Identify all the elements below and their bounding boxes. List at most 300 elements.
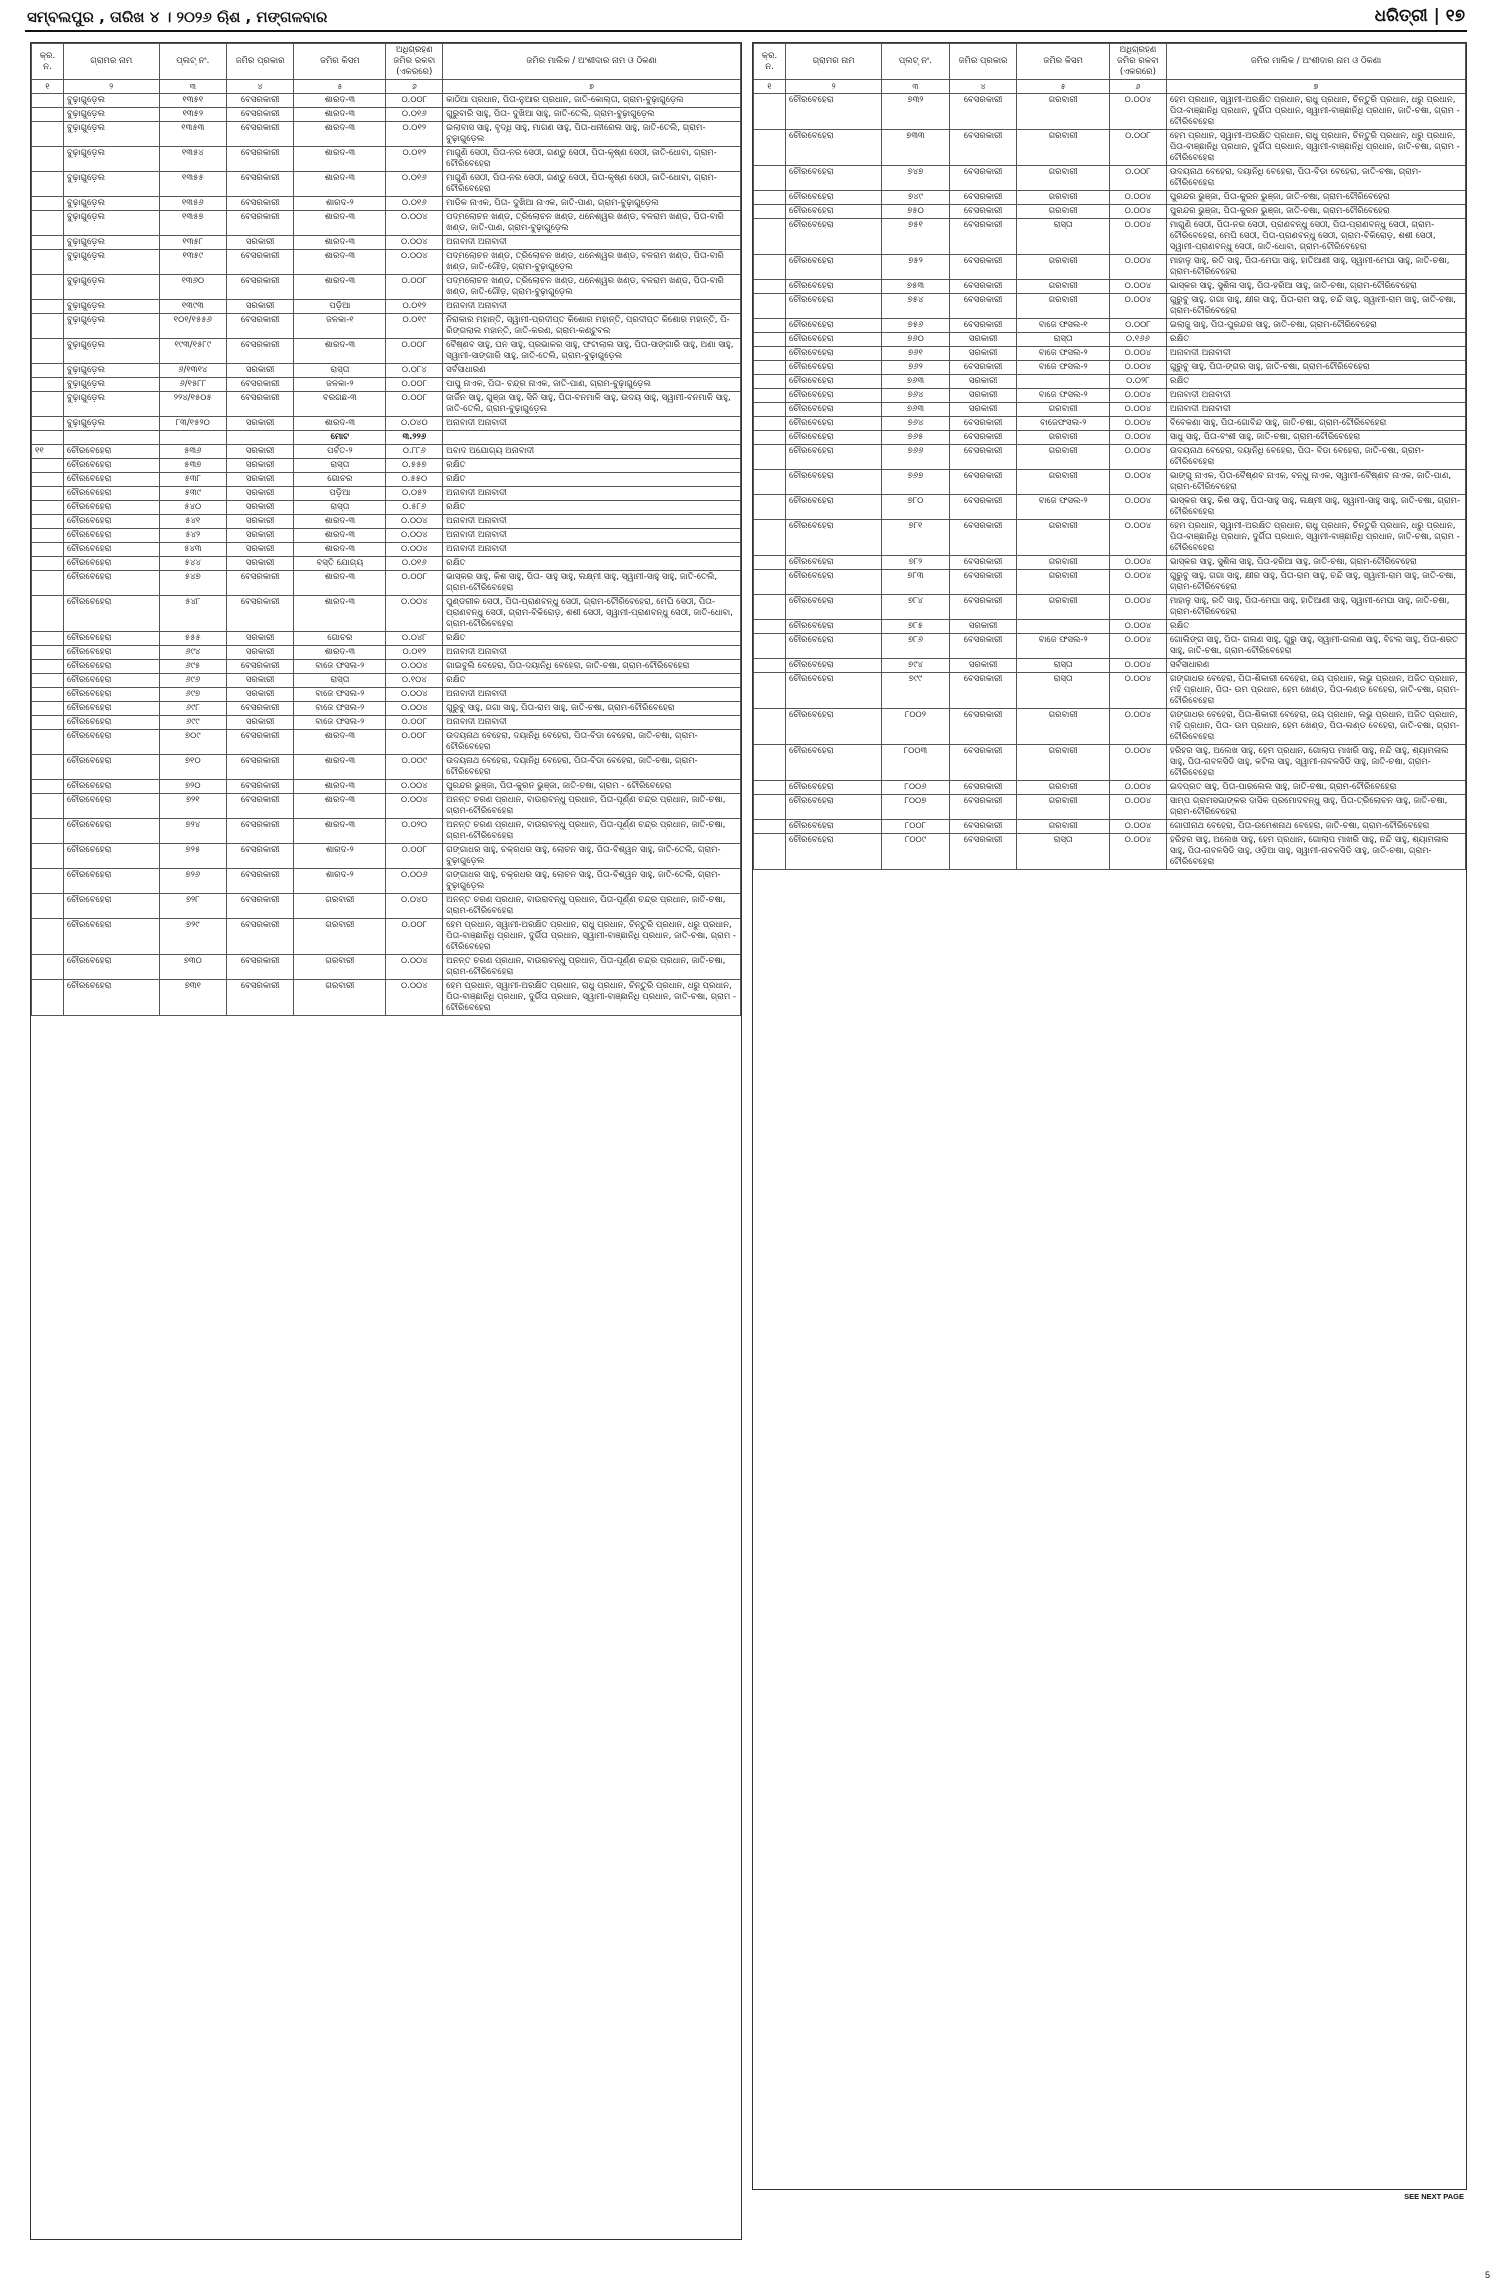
column-number: ୬: [386, 80, 443, 94]
cell-village: ବୁଢ଼ାଗୁଡ଼େଲ: [63, 122, 159, 147]
cell-sl: [32, 674, 64, 688]
table-row: [32, 501, 741, 515]
cell-plot-no: ୫୩୯: [159, 487, 226, 501]
cell-plot-no: ୫୪୨: [159, 529, 226, 543]
table-row: [32, 716, 741, 730]
cell-plot-no: ୮୦୦୩: [882, 745, 950, 781]
cell-land-type: ବେସରକାରୀ: [949, 94, 1017, 130]
cell-land-type: ବେସରକାରୀ: [949, 166, 1017, 191]
cell-land-type: ବେସରକାରୀ: [226, 94, 293, 108]
cell-village: ଚୌରବେହେରା: [786, 205, 882, 219]
cell-area: ୦.୦୦୮: [386, 919, 443, 955]
cell-land-class: ଗରବାରୀ: [1017, 294, 1110, 319]
cell-village: ଚୌରବେହେରା: [786, 94, 882, 130]
cell-land-type: ବେସରକାରୀ: [949, 417, 1017, 431]
cell-land-type: ବେସରକାରୀ: [949, 634, 1017, 659]
cell-owner: ପଦ୍ମଲୋଚନ ଖଣ୍ଡ, ତ୍ରିଲୋଚନ ଖଣ୍ଡ, ଧନେଶ୍ୱର ଖଣ୍ଡ, ବଳରାମ ଖଣ୍ଡ, ପିତା-ବାରି ଖଣ୍ଡ, ଜାତି-ଗୌଡ଼, ଗ୍ରାମ-ବୁଢ଼ାଗୁଡ଼େଲ: [443, 250, 741, 275]
cell-land-class: ଶାରଦ-୩: [294, 755, 386, 780]
cell-owner: ରକ୍ଷିତ: [1166, 375, 1465, 389]
cell-sl: [754, 659, 786, 673]
cell-sl: [32, 515, 64, 529]
cell-owner: ପାପୁ ନାଏକ, ପିତା- ଚନ୍ଦ୍ର ନାଏକ, ଜାତି-ପାଣ, ଗ୍ରାମ-ବୁଢ଼ାଗୁଡ଼େଲ: [443, 378, 741, 392]
cell-owner: ଅନାବାଦୀ ଅନାବାଦୀ: [1166, 347, 1465, 361]
cell-village: ଚୌରବେହେରା: [786, 556, 882, 570]
column-number: ୪: [949, 80, 1017, 94]
cell-sl: [32, 646, 64, 660]
table-row: [754, 634, 1466, 659]
cell-village: ଚୌରବେହେରା: [786, 130, 882, 166]
cell-plot-no: ୧୩୫୧: [159, 94, 226, 108]
cell-land-type: ସରକାରୀ: [949, 347, 1017, 361]
cell-area: ୦.୦୦୯: [386, 755, 443, 780]
cell-area: ୦.୦୦୪: [1109, 403, 1166, 417]
cell-plot-no: ୭୮୨: [882, 556, 950, 570]
cell-land-type: ସରକାରୀ: [226, 557, 293, 571]
page-header: [25, 6, 1467, 30]
cell-sl: ୧୧: [32, 445, 64, 459]
col-header-plot: ପ୍ଲଟ୍ ନଂ.: [159, 44, 226, 80]
cell-village: ଚୌରବେହେରା: [786, 319, 882, 333]
cell-area: ୦.୦୦୪: [1109, 205, 1166, 219]
cell-land-type: ବେସରକାରୀ: [226, 780, 293, 794]
table-row: [754, 495, 1466, 520]
column-number-row: [32, 80, 741, 94]
cell-land-class: ଶାରଦ-୩: [294, 819, 386, 844]
cell-sl: [754, 205, 786, 219]
col-header-village: ଗ୍ରାମର ନାମ: [63, 44, 159, 80]
table-row: [32, 197, 741, 211]
table-row: [32, 646, 741, 660]
cell-land-type: ବେସରକାରୀ: [226, 571, 293, 596]
cell-land-type: ସରକାରୀ: [226, 674, 293, 688]
cell-land-class: ରାସ୍ତା: [294, 364, 386, 378]
cell-area: ୦.୦୦୪: [1109, 795, 1166, 820]
cell-land-type: ବେସରକାରୀ: [949, 219, 1017, 255]
cell-area: ୦.୫୮୬: [386, 501, 443, 515]
cell-sl: [32, 702, 64, 716]
cell-land-class: ଗରବାରୀ: [1017, 166, 1110, 191]
cell-plot-no: ୭୬୬: [882, 445, 950, 470]
cell-land-class: ବାଜେ ଫସଲ-୨: [1017, 361, 1110, 375]
cell-plot-no: ୧୩୫୫: [159, 172, 226, 197]
cell-owner: ହରିହର ସାହୁ, ଅଲେଖ ସାହୁ, ହେମ ପ୍ରଧାନ, ଗୋଲାପ ମାଖରି ସାହୁ, ନନ୍ଦି ସାହୁ, ଶ୍ୟାମଳାଲ ସାହୁ, ପିତା-ନାବଳସିଡି ସାହୁ, ଓଡ଼ିଆ ସାହୁ, ସ୍ୱାମୀ-ନାବଳସିଡି ସାହୁ, ଜାତି-ଚଷା, ଗ୍ରାମ-ଟୌରିବେହେରା: [1166, 834, 1465, 870]
cell-land-class: ଗରବାରୀ: [294, 955, 386, 980]
cell-village: ଚୌରବେହେରା: [63, 794, 159, 819]
table-row: [32, 632, 741, 646]
cell-village: ଚୌରବେହେରା: [63, 844, 159, 869]
cell-plot-no: ୮୦୦୯: [882, 834, 950, 870]
table-row: [32, 275, 741, 300]
cell-owner: ଗଙ୍ଗାଧର ସାହୁ, ଚକ୍ରଧର ସାହୁ, ଲୋଚନ ସାହୁ, ପିତା-ବିଶ୍ୱନ ସାହୁ, ଜାତି-ତେଲି, ଗ୍ରାମ-ବୁଢ଼ାଗୁଡ଼େଲ: [443, 844, 741, 869]
cell-village: ବୁଢ଼ାଗୁଡ଼େଲ: [63, 94, 159, 108]
cell-land-class: ଗରବାରୀ: [1017, 520, 1110, 556]
cell-sl: [32, 147, 64, 172]
cell-owner: ପୁରନ୍ଦର ଭୁଞ୍ଜା, ପିତା-କୁରନ ଭୁଞ୍ଜା, ଜାତି-ଚଷା, ଗ୍ରାମ-ଟୌରିବେହେରା: [1166, 205, 1465, 219]
cell-owner: ଉଦୟନାଥ ବେହେରା, ଦୟାନିଧି ବେହେରା, ପିତା-ବିଡା ବେହେରା, ଜାତି-ଚଷା, ଗ୍ରାମ-ଟୌରିବେହେରା: [1166, 166, 1465, 191]
table-row: [754, 219, 1466, 255]
cell-land-type: ସରକାରୀ: [226, 236, 293, 250]
cell-village: ବୁଢ଼ାଗୁଡ଼େଲ: [63, 197, 159, 211]
cell-land-type: ବେସରକାରୀ: [949, 556, 1017, 570]
cell-sl: [32, 571, 64, 596]
cell-owner: ଅନାବାଦୀ ଅନାବାଦୀ: [443, 515, 741, 529]
cell-owner: ସର୍ବସାଧାରଣ: [1166, 659, 1465, 673]
cell-owner: ଗୋପୀନାଥ ବେହେରା, ପିତା-ଉମେଶନାଥ ବେହେରା, ଜାତି-ଚଷା, ଗ୍ରାମ-ଟୌରିବେହେରା: [1166, 820, 1465, 834]
table-row: [32, 445, 741, 459]
cell-owner: ଅନାବାଦୀ ଅନାବାଦୀ: [443, 487, 741, 501]
cell-area: ୦.୦୦୮: [386, 392, 443, 417]
cell-owner: ଉଦୟନାଥ ବେହେରା, ଦୟାନିଧି ବେହେରା, ପିତା-ବିଡା ବେହେରା, ଜାତି-ଚଷା, ଗ୍ରାମ-ଟୌରିବେହେରା: [443, 755, 741, 780]
cell-plot-no: ୧୩୫୮: [159, 236, 226, 250]
header-rule: [25, 30, 1467, 32]
cell-area: ୦.୦୧୯: [386, 314, 443, 339]
cell-owner: ଜାର୍ଜିନ ସାହୁ, ଗୁଞ୍ଜା ସାହୁ, ସିନି ସାହୁ, ପିତା-ବନମାଳି ସାହୁ, ଉଦୟ ସାହୁ, ସ୍ୱାମୀ-ବନମାଳି ସାହୁ, ଜାତି-ତେଲି, ଗ୍ରାମ-ବୁଢ଼ାଗୁଡ଼େଲ: [443, 392, 741, 417]
cell-owner: ନିରାକାର ମହାନ୍ତି, ସ୍ୱାମୀ-ପ୍ରଦୀପ୍ତ କିଶୋର ମହାନ୍ତି, ପ୍ରଦୀପ୍ତ କିଶୋର ମହାନ୍ତି, ପି-ରିଙ୍ଗଲାଲ ମହାନ୍ତି, ଜାତି-କରଣ, ଗ୍ରାମ-କଣ୍ଟୁବଲ: [443, 314, 741, 339]
col-header-area: ଅଧିଗ୍ରହଣ ଜମିର ରକବା (ଏକରରେ): [1109, 44, 1166, 80]
cell-area: ୦.୦୦୪: [1109, 431, 1166, 445]
cell-land-class: ଶାରଦ-୩: [294, 94, 386, 108]
cell-area: ୦.୦୦୪: [1109, 781, 1166, 795]
cell-sl: [754, 255, 786, 280]
table-row: [32, 94, 741, 108]
cell-plot-no: ୭୬୩: [882, 403, 950, 417]
cell-area: ୦.୧୦୪: [386, 674, 443, 688]
cell-village: ଚୌରବେହେରା: [786, 403, 882, 417]
cell-land-class: ଗରବାରୀ: [1017, 191, 1110, 205]
cell-land-class: ରାସ୍ତା: [1017, 673, 1110, 709]
cell-owner: ରକ୍ଷିତ: [443, 674, 741, 688]
cell-owner: ଅନାବାଦୀ ଅନାବାଦୀ: [443, 543, 741, 557]
cell-sl: [754, 94, 786, 130]
table-row: [32, 543, 741, 557]
column-number: ୧: [32, 80, 64, 94]
cell-sl: [32, 716, 64, 730]
cell-plot-no: ୭୫୦: [882, 205, 950, 219]
cell-sl: [32, 108, 64, 122]
cell-area: ୦.୦୦୮: [386, 339, 443, 364]
table-header-row: [32, 44, 741, 80]
cell-plot-no: ୭୮୧: [882, 520, 950, 556]
cell-owner: ପୁରନ୍ଦର ଭୁଞ୍ଜା, ପିତା-କୁରନ ଭୁଞ୍ଜା, ଜାତି-ଚଷା, ଗ୍ରାମ - ଟୌରିବେହେରା: [443, 780, 741, 794]
cell-village: ବୁଢ଼ାଗୁଡ଼େଲ: [63, 378, 159, 392]
cell-plot-no: ୮୦୦୮: [882, 820, 950, 834]
cell-sl: [754, 595, 786, 620]
cell-sl: [754, 219, 786, 255]
table-row: [32, 730, 741, 755]
cell-plot-no: ୭୨୯: [159, 919, 226, 955]
cell-land-class: ମୋଟ: [294, 431, 386, 445]
cell-land-class: ଗରବାରୀ: [1017, 595, 1110, 620]
cell-owner: ମାଗୁଣି ସେଠୀ, ପିତା-ନର ସେଠୀ, ଗଣ୍ଡୁ ସେଠୀ, ପିତା-କୃଷ୍ଣ ସେଠୀ, ଜାତି-ଧୋବା, ଗ୍ରାମ-ଟୌରିବେହେରା: [443, 147, 741, 172]
cell-owner: ହରିହର ସାହୁ, ଅଲେଖ ସାହୁ, ହେମ ପ୍ରଧାନ, ଗୋଲାପ ମାଖରି ସାହୁ, ନନ୍ଦି ସାହୁ, ଶ୍ୟାମଳାଲ ସାହୁ, ପିତା-ନାବଳସିଡି ସାହୁ, କଟିଲ ସାହୁ, ସ୍ୱାମୀ-ନାବଳସିଡି ସାହୁ, ଜାତି-ଚଷା, ଗ୍ରାମ-ଟୌରିବେହେରା: [1166, 745, 1465, 781]
cell-land-type: ସରକାରୀ: [226, 716, 293, 730]
cell-plot-no: ୬୯୬: [159, 674, 226, 688]
cell-plot-no: ୫୩୮: [159, 473, 226, 487]
cell-land-class: ଶାରଦ-୩: [294, 108, 386, 122]
cell-land-type: ବେସରକାରୀ: [226, 275, 293, 300]
table-row: [754, 403, 1466, 417]
cell-area: ୦.୦୦୪: [1109, 389, 1166, 403]
cell-area: ୦.୦୦୪: [1109, 820, 1166, 834]
cell-land-type: ସରକାରୀ: [949, 375, 1017, 389]
cell-village: ଚୌରବେହେରା: [786, 659, 882, 673]
cell-village: ଚୌରବେହେରା: [786, 795, 882, 820]
cell-plot-no: ୨୨୪/୧୫୦୫: [159, 392, 226, 417]
cell-area: ୦.୧୬୬: [1109, 333, 1166, 347]
cell-plot-no: ୭୮୦: [882, 495, 950, 520]
cell-land-type: ସରକାରୀ: [226, 688, 293, 702]
cell-land-type: ବେସରକାରୀ: [949, 191, 1017, 205]
cell-village: ଚୌରବେହେରା: [786, 709, 882, 745]
cell-land-type: ବେସରକାରୀ: [226, 919, 293, 955]
table-row: [32, 236, 741, 250]
cell-area: ୦.୦୨୦: [386, 819, 443, 844]
cell-land-class: ବାଜେ ଫସଲ-୨: [1017, 347, 1110, 361]
cell-plot-no: ୭୬୪: [882, 417, 950, 431]
cell-land-type: ବେସରକାରୀ: [949, 781, 1017, 795]
cell-land-type: ବେସରକାରୀ: [949, 834, 1017, 870]
left-land-table: [31, 43, 741, 1016]
table-row: [754, 333, 1466, 347]
cell-owner: ସାଧୁ ସାହୁ, ପିତା-ବଂଶୀ ସାହୁ, ଜାତି-ଚଷା, ଗ୍ରାମ-ଟୌରିବେହେରା: [1166, 431, 1465, 445]
cell-owner: ମାହାଳୁ ସାହୁ, ରତି ସାହୁ, ପିତା-ମେଘା ସାହୁ, ହାତିଆଣୀ ସାହୁ, ସ୍ୱାମୀ-ମେଘା ସାହୁ, ଜାତି-ଚଷା, ଗ୍ରାମ-ଟୌରିବେହେରା: [1166, 595, 1465, 620]
cell-land-type: ସରକାରୀ: [949, 620, 1017, 634]
cell-sl: [32, 980, 64, 1016]
cell-area: ୦.୦୦୪: [386, 529, 443, 543]
cell-sl: [754, 417, 786, 431]
cell-plot-no: ୭୫୩: [882, 280, 950, 294]
cell-plot-no: ୭୨୮: [159, 894, 226, 919]
cell-area: ୦.୦୦୪: [386, 702, 443, 716]
page-number: 5: [1484, 2270, 1490, 2280]
cell-land-class: ଗରବାରୀ: [1017, 745, 1110, 781]
cell-sl: [754, 280, 786, 294]
cell-plot-no: ୬୯୮: [159, 702, 226, 716]
cell-owner: ଅନାବାଦୀ ଅନାବାଦୀ: [443, 688, 741, 702]
cell-village: ଚୌରବେହେରା: [63, 571, 159, 596]
cell-area: ୦.୦୮୪: [386, 364, 443, 378]
col-header-khata: ଜମିର ପ୍ରକାର: [949, 44, 1017, 80]
cell-owner: ହେମ ପ୍ରଧାନ, ସ୍ୱାମୀ-ଅରକ୍ଷିତ ପ୍ରଧାନ, ରାଧୁ ପ୍ରଧାନ, ଚିନ୍ତୁରି ପ୍ରଧାନ, ଧରୁ ପ୍ରଧାନ, ପିତା-ବାଞ୍ଛାନିଧି ପ୍ରଧାନ, ଦୁର୍ଗିତା ପ୍ରଧାନ, ସ୍ୱାମୀ-ବାଞ୍ଛାନିଧି ପ୍ରଧାନ, ଜାତି-ଚଷା, ଗ୍ରାମ - ଟୌରିବେହେରା: [1166, 520, 1465, 556]
cell-plot-no: ୭୫୨: [882, 255, 950, 280]
cell-area: ୦.୦୦୪: [1109, 659, 1166, 673]
cell-land-class: ଶାରଦ-୩: [294, 250, 386, 275]
cell-owner: ରକ୍ଷିତ: [1166, 333, 1465, 347]
cell-sl: [32, 392, 64, 417]
cell-area: ୦.୦୫୨: [386, 487, 443, 501]
cell-plot-no: ୭୫୬: [882, 319, 950, 333]
cell-plot-no: [159, 431, 226, 445]
cell-land-class: ଶାରଦ-୩: [294, 571, 386, 596]
table-row: [32, 147, 741, 172]
cell-sl: [32, 955, 64, 980]
cell-land-class: ପଡ଼ିଆ: [294, 300, 386, 314]
see-next-page-note: SEE NEXT PAGE: [1404, 2192, 1464, 2201]
cell-area: ୦.୦୦୪: [386, 596, 443, 632]
cell-land-type: ବେସରକାରୀ: [949, 431, 1017, 445]
cell-village: ଚୌରବେହେରା: [63, 501, 159, 515]
cell-owner: ପଦ୍ମଲୋଚନ ଖଣ୍ଡ, ତ୍ରିଲୋଚନ ଖଣ୍ଡ, ଧନେଶ୍ୱର ଖଣ୍ଡ, ବଳରାମ ଖଣ୍ଡ, ପିତା-ବାରି ଖଣ୍ଡ, ଜାତି-ଗୌଡ଼, ଗ୍ରାମ-ବୁଢ଼ାଗୁଡ଼େଲ: [443, 275, 741, 300]
cell-plot-no: ୫୪୭: [159, 571, 226, 596]
cell-area: ୦.୦୦୪: [1109, 556, 1166, 570]
cell-plot-no: ୭୯୪: [882, 659, 950, 673]
cell-land-class: ବାଜେ ଫସଲ-୨: [294, 702, 386, 716]
cell-village: ଚୌରବେହେରା: [786, 361, 882, 375]
cell-land-class: ଗରବାରୀ: [1017, 556, 1110, 570]
cell-land-class: ରାସ୍ତା: [294, 459, 386, 473]
table-row: [754, 294, 1466, 319]
col-header-village: ଗ୍ରାମର ନାମ: [786, 44, 882, 80]
cell-land-class: ପଡ଼ିଆ: [294, 487, 386, 501]
cell-land-class: ରାସ୍ତା: [294, 501, 386, 515]
right-land-table: [753, 43, 1466, 870]
cell-sl: [754, 620, 786, 634]
cell-area: ୦.୦୦୪: [1109, 520, 1166, 556]
table-row: [754, 431, 1466, 445]
cell-land-type: ସରକାରୀ: [226, 632, 293, 646]
cell-plot-no: ୧୩୯୩: [159, 300, 226, 314]
cell-village: ଚୌରବେହେରା: [786, 347, 882, 361]
cell-owner: ରକ୍ଷିତ: [443, 501, 741, 515]
cell-village: ବୁଢ଼ାଗୁଡ଼େଲ: [63, 172, 159, 197]
cell-owner: ହେମ ପ୍ରଧାନ, ସ୍ୱାମୀ-ଅରକ୍ଷିତ ପ୍ରଧାନ, ରାଧୁ ପ୍ରଧାନ, ଚିନ୍ତୁରି ପ୍ରଧାନ, ଧରୁ ପ୍ରଧାନ, ପିତା-ବାଞ୍ଛାନିଧି ପ୍ରଧାନ, ଦୁର୍ଗିତା ପ୍ରଧାନ, ସ୍ୱାମୀ-ବାଞ୍ଛାନିଧି ପ୍ରଧାନ, ଜାତି-ଚଷା, ଗ୍ରାମ - ଟୌରିବେହେରା: [1166, 94, 1465, 130]
cell-village: ବୁଢ଼ାଗୁଡ଼େଲ: [63, 275, 159, 300]
cell-sl: [32, 869, 64, 894]
newspaper-page-label: ଧରିତ୍ରୀ | ୧୭: [1374, 6, 1465, 26]
cell-sl: [754, 166, 786, 191]
cell-land-type: ସରକାରୀ: [226, 529, 293, 543]
cell-owner: ଗଙ୍ଗାଧର ବେହେରା, ପିତା-ଶିକାରୀ ବେହେରା, ଜୟ ପ୍ରଧାନ, ଲଭୁ ପ୍ରଧାନ, ଅଜିତ ପ୍ରଧାନ, ମହି ପ୍ରଧାନ, ପିତା- ଉମ ପ୍ରଧାନ, ହେମ ଖେଣ୍ଡ, ପିତା-ଲଣ୍ଡ ବେହେରା, ଜାତି-ଚଷା, ଗ୍ରାମ-ଟୌରିବେହେରା: [1166, 709, 1465, 745]
cell-owner: ରକ୍ଷିତ: [443, 473, 741, 487]
cell-land-type: ବେସରକାରୀ: [226, 596, 293, 632]
table-row: [32, 557, 741, 571]
cell-village: ଚୌରବେହେରା: [786, 191, 882, 205]
cell-land-class: ରାସ୍ତା: [1017, 219, 1110, 255]
cell-area: ୦.୦୦୪: [386, 955, 443, 980]
cell-land-class: ଗୋଚର: [294, 632, 386, 646]
cell-sl: [32, 596, 64, 632]
cell-plot-no: ୫୫୫: [159, 632, 226, 646]
column-number: ୬: [1109, 80, 1166, 94]
cell-area: ୦.୦୦୪: [1109, 255, 1166, 280]
cell-owner: ମାହାଳୁ ସାହୁ, ରତି ସାହୁ, ପିତା-ମେଘା ସାହୁ, ହାତିଆଣୀ ସାହୁ, ସ୍ୱାମୀ-ମେଘା ସାହୁ, ଜାତି-ଚଷା, ଗ୍ରାମ-ଟୌରିବେହେରା: [1166, 255, 1465, 280]
cell-village: ଚୌରବେହେରା: [786, 673, 882, 709]
cell-plot-no: ୮୦୦୬: [882, 781, 950, 795]
table-row: [754, 834, 1466, 870]
cell-village: ବୁଢ଼ାଗୁଡ଼େଲ: [63, 417, 159, 431]
cell-village: ଚୌରବେହେରା: [786, 333, 882, 347]
table-row: [754, 709, 1466, 745]
cell-owner: ଗୁରୁବୁ ସାହୁ, ଗଗା ସାହୁ, ପିତା-ରାମ ସାହୁ, ଜାତି-ଚଷା, ଗ୍ରାମ-ଟୌରିବେହେରା: [443, 702, 741, 716]
left-land-table-panel: [30, 42, 742, 2240]
cell-plot-no: ୭୮୪: [882, 595, 950, 620]
cell-plot-no: ୭୬୩: [882, 375, 950, 389]
cell-village: ଚୌରବେହେରା: [63, 688, 159, 702]
cell-plot-no: ୧୩୫୨: [159, 108, 226, 122]
cell-sl: [32, 364, 64, 378]
cell-land-class: ଗରବାରୀ: [1017, 431, 1110, 445]
cell-owner: ପୁରନ୍ଦର ଭୁଞ୍ଜା, ପିତା-କୁରନ ଭୁଞ୍ଜା, ଜାତି-ଚଷା, ଗ୍ରାମ-ଟୌରିବେହେରା: [1166, 191, 1465, 205]
table-row: [754, 570, 1466, 595]
cell-sl: [754, 634, 786, 659]
cell-owner: ଗୋଲିଙ୍ଗ ସାହୁ, ପିତା- ଗଲଣ ସାହୁ, ଗୁରୁ ସାହୁ, ସ୍ୱାମୀ-ଗଲଣ ସାହୁ, ବିଟଲ ସାହୁ, ପିତା-ଶରତ ସାହୁ, ଜାତି-ଚଷା, ଗ୍ରାମ-ଟୌରିବେହେରା: [1166, 634, 1465, 659]
cell-sl: [754, 673, 786, 709]
table-row: [754, 94, 1466, 130]
cell-land-class: ବାଜେ ଫସଲ-୨: [294, 660, 386, 674]
table-row: [32, 339, 741, 364]
cell-land-type: ବେସରକାରୀ: [226, 108, 293, 122]
cell-land-class: [1017, 620, 1110, 634]
cell-sl: [32, 557, 64, 571]
cell-sl: [754, 834, 786, 870]
cell-area: ୦.୦୦୪: [386, 543, 443, 557]
cell-area: ୦.୦୦୪: [1109, 470, 1166, 495]
table-row: [754, 795, 1466, 820]
cell-land-type: ବେସରକାରୀ: [226, 869, 293, 894]
cell-sl: [32, 730, 64, 755]
cell-area: ୦.୦୦୪: [386, 980, 443, 1016]
cell-sl: [32, 487, 64, 501]
cell-village: ଚୌରବେହେରା: [63, 445, 159, 459]
cell-area: ୦.୦୦୪: [1109, 361, 1166, 375]
cell-area: ୩.୨୨୬: [386, 431, 443, 445]
cell-sl: [754, 795, 786, 820]
table-row: [32, 459, 741, 473]
cell-village: ବୁଢ଼ାଗୁଡ଼େଲ: [63, 236, 159, 250]
cell-land-class: ଗରବାରୀ: [1017, 445, 1110, 470]
cell-plot-no: ୫୩୭: [159, 459, 226, 473]
cell-land-type: ସରକାରୀ: [949, 389, 1017, 403]
table-row: [754, 389, 1466, 403]
cell-sl: [754, 389, 786, 403]
cell-plot-no: ୧୩୬୦: [159, 275, 226, 300]
cell-land-class: ଶାରଦ-୩: [294, 730, 386, 755]
col-header-kisam: ଜମିର କିସମ: [1017, 44, 1110, 80]
cell-land-type: ସରକାରୀ: [226, 364, 293, 378]
cell-area: ୦.୦୧୨: [386, 122, 443, 147]
cell-land-type: ବେସରକାରୀ: [226, 378, 293, 392]
cell-plot-no: ୧୦୧/୧୫୫୬: [159, 314, 226, 339]
cell-sl: [32, 473, 64, 487]
cell-land-type: ବେସରକାରୀ: [226, 314, 293, 339]
cell-area: ୦.୦୦୪: [386, 236, 443, 250]
cell-village: ଚୌରବେହେରା: [786, 745, 882, 781]
cell-land-class: ଗୋଚର: [294, 473, 386, 487]
cell-plot-no: ୮୦୦୨: [882, 709, 950, 745]
col-header-kisam: ଜମିର କିସମ: [294, 44, 386, 80]
cell-land-class: ଗରବାରୀ: [1017, 570, 1110, 595]
cell-plot-no: ୮୦୦୭: [882, 795, 950, 820]
cell-land-type: ବେସରକାରୀ: [949, 745, 1017, 781]
cell-sl: [32, 211, 64, 236]
cell-plot-no: ୬୯୭: [159, 688, 226, 702]
cell-village: ବୁଢ଼ାଗୁଡ଼େଲ: [63, 339, 159, 364]
table-row: [754, 417, 1466, 431]
cell-land-class: ବାଜେ ଫସଲ-୨: [1017, 389, 1110, 403]
cell-plot-no: ୧୩୫୬: [159, 197, 226, 211]
cell-plot-no: ୫୪୩: [159, 543, 226, 557]
cell-area: ୦.୦୦୬: [386, 869, 443, 894]
cell-owner: ଅବାଦ ଅଯୋଗ୍ୟ ଅନାବାଦୀ: [443, 445, 741, 459]
cell-land-type: ବେସରକାରୀ: [949, 595, 1017, 620]
cell-area: ୦.୦୦୮: [386, 571, 443, 596]
cell-sl: [32, 300, 64, 314]
cell-land-type: ବେସରକାରୀ: [949, 570, 1017, 595]
cell-owner: ଇଲାବାସ ସାହୁ, ବୃଦ୍ଧି ସାହୁ, ମାଗଣ ସାହୁ, ପିତା-ଧନୀରେଲ ସାହୁ, ଜାତି-ତେଲି, ଗ୍ରାମ-ବୁଢ଼ାଗୁଡ଼େଲ: [443, 122, 741, 147]
cell-area: ୦.୦୦୮: [386, 275, 443, 300]
total-row: [32, 431, 741, 445]
cell-sl: [754, 520, 786, 556]
